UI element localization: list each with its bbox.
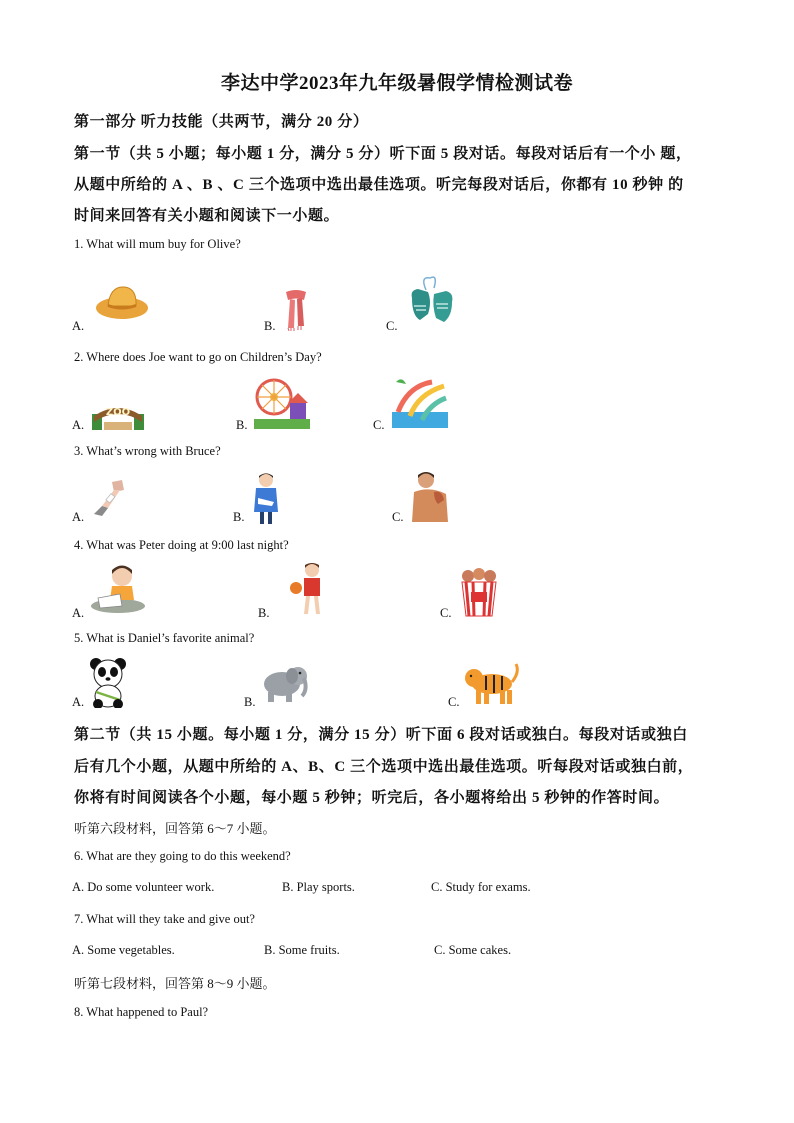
zoo-icon — [90, 398, 146, 430]
q6-option-c[interactable]: C. Study for exams. — [431, 880, 531, 894]
q4-option-a-label[interactable]: A. — [72, 606, 85, 620]
question-4: 4. What was Peter doing at 9:00 last night? — [74, 538, 289, 552]
q4-option-b-label[interactable]: B. — [258, 606, 270, 620]
material-6-heading: 听第六段材料，回答第 6～7 小题。 — [74, 821, 276, 836]
q1-option-b-label[interactable]: B. — [264, 319, 276, 333]
q2-option-a-label[interactable]: A. — [72, 418, 85, 432]
q4-option-c-label[interactable]: C. — [440, 606, 452, 620]
q6-option-a[interactable]: A. Do some volunteer work. — [72, 880, 215, 894]
section2-instruction-line2: 后有几个小题，从题中所给的 A、B、C 三个选项中选出最佳选项。听每段对话或独白前， — [74, 759, 694, 775]
eating-fried-chicken-icon — [458, 566, 500, 618]
q3-option-a-label[interactable]: A. — [72, 510, 85, 524]
tiger-icon — [464, 660, 520, 706]
playing-basketball-icon — [288, 562, 328, 616]
q2-option-b-label[interactable]: B. — [236, 418, 248, 432]
scarf-icon — [282, 288, 310, 332]
q1-option-c-label[interactable]: C. — [386, 319, 398, 333]
page-title: 李达中学2023年九年级暑假学情检测试卷 — [220, 73, 573, 94]
section1-instruction-line3: 时间来回答有关小题和阅读下一小题。 — [74, 208, 340, 224]
zoo-sign-text: ZOO — [105, 407, 131, 418]
sun-hat-icon — [94, 282, 150, 322]
q6-option-b[interactable]: B. Play sports. — [282, 880, 355, 894]
part1-heading: 第一部分 听力技能（共两节，满分 20 分） — [74, 114, 369, 130]
question-7: 7. What will they take and give out? — [74, 912, 255, 926]
panda-icon — [88, 656, 128, 708]
q5-option-c-label[interactable]: C. — [448, 695, 460, 709]
q7-option-b[interactable]: B. Some fruits. — [264, 943, 340, 957]
question-3: 3. What’s wrong with Bruce? — [74, 444, 221, 458]
section1-instruction-line1: 第一节（共 5 小题；每小题 1 分，满分 5 分）听下面 5 段对话。每段对话后有一个小 题， — [74, 146, 692, 162]
section1-instruction-line2: 从题中所给的 A 、B 、C 三个选项中选出最佳选项。听完每段对话后，你都有 10 秒钟 的 — [74, 177, 684, 193]
elephant-icon — [262, 660, 308, 704]
q7-option-c[interactable]: C. Some cakes. — [434, 943, 512, 957]
q5-option-a-label[interactable]: A. — [72, 695, 85, 709]
mittens-icon — [404, 272, 460, 328]
q3-option-b-label[interactable]: B. — [233, 510, 245, 524]
q5-option-b-label[interactable]: B. — [244, 695, 256, 709]
question-6: 6. What are they going to do this weekend? — [74, 849, 291, 863]
question-1: 1. What will mum buy for Olive? — [74, 237, 241, 251]
q1-option-a-label[interactable]: A. — [72, 319, 85, 333]
section2-instruction-line1: 第二节（共 15 小题。每小题 1 分，满分 15 分）听下面 6 段对话或独白。每段对话或独白 — [74, 727, 688, 743]
question-5: 5. What is Daniel’s favorite animal? — [74, 631, 255, 645]
question-8: 8. What happened to Paul? — [74, 1005, 209, 1019]
broken-arm-icon — [250, 472, 282, 524]
section2-instruction-line3: 你将有时间阅读各个小题，每小题 5 秒钟；听完后，各小题将给出 5 秒钟的作答时间。 — [74, 790, 670, 806]
q7-option-a[interactable]: A. Some vegetables. — [72, 943, 175, 957]
sore-shoulder-icon — [410, 470, 450, 522]
amusement-park-icon — [254, 377, 310, 429]
question-2: 2. Where does Joe want to go on Children’s Day? — [74, 350, 322, 364]
water-park-icon — [392, 376, 448, 428]
q3-option-c-label[interactable]: C. — [392, 510, 404, 524]
material-7-heading: 听第七段材料，回答第 8～9 小题。 — [74, 976, 276, 991]
q2-option-c-label[interactable]: C. — [373, 418, 385, 432]
injured-leg-icon — [90, 478, 134, 520]
doing-homework-icon — [90, 564, 146, 614]
